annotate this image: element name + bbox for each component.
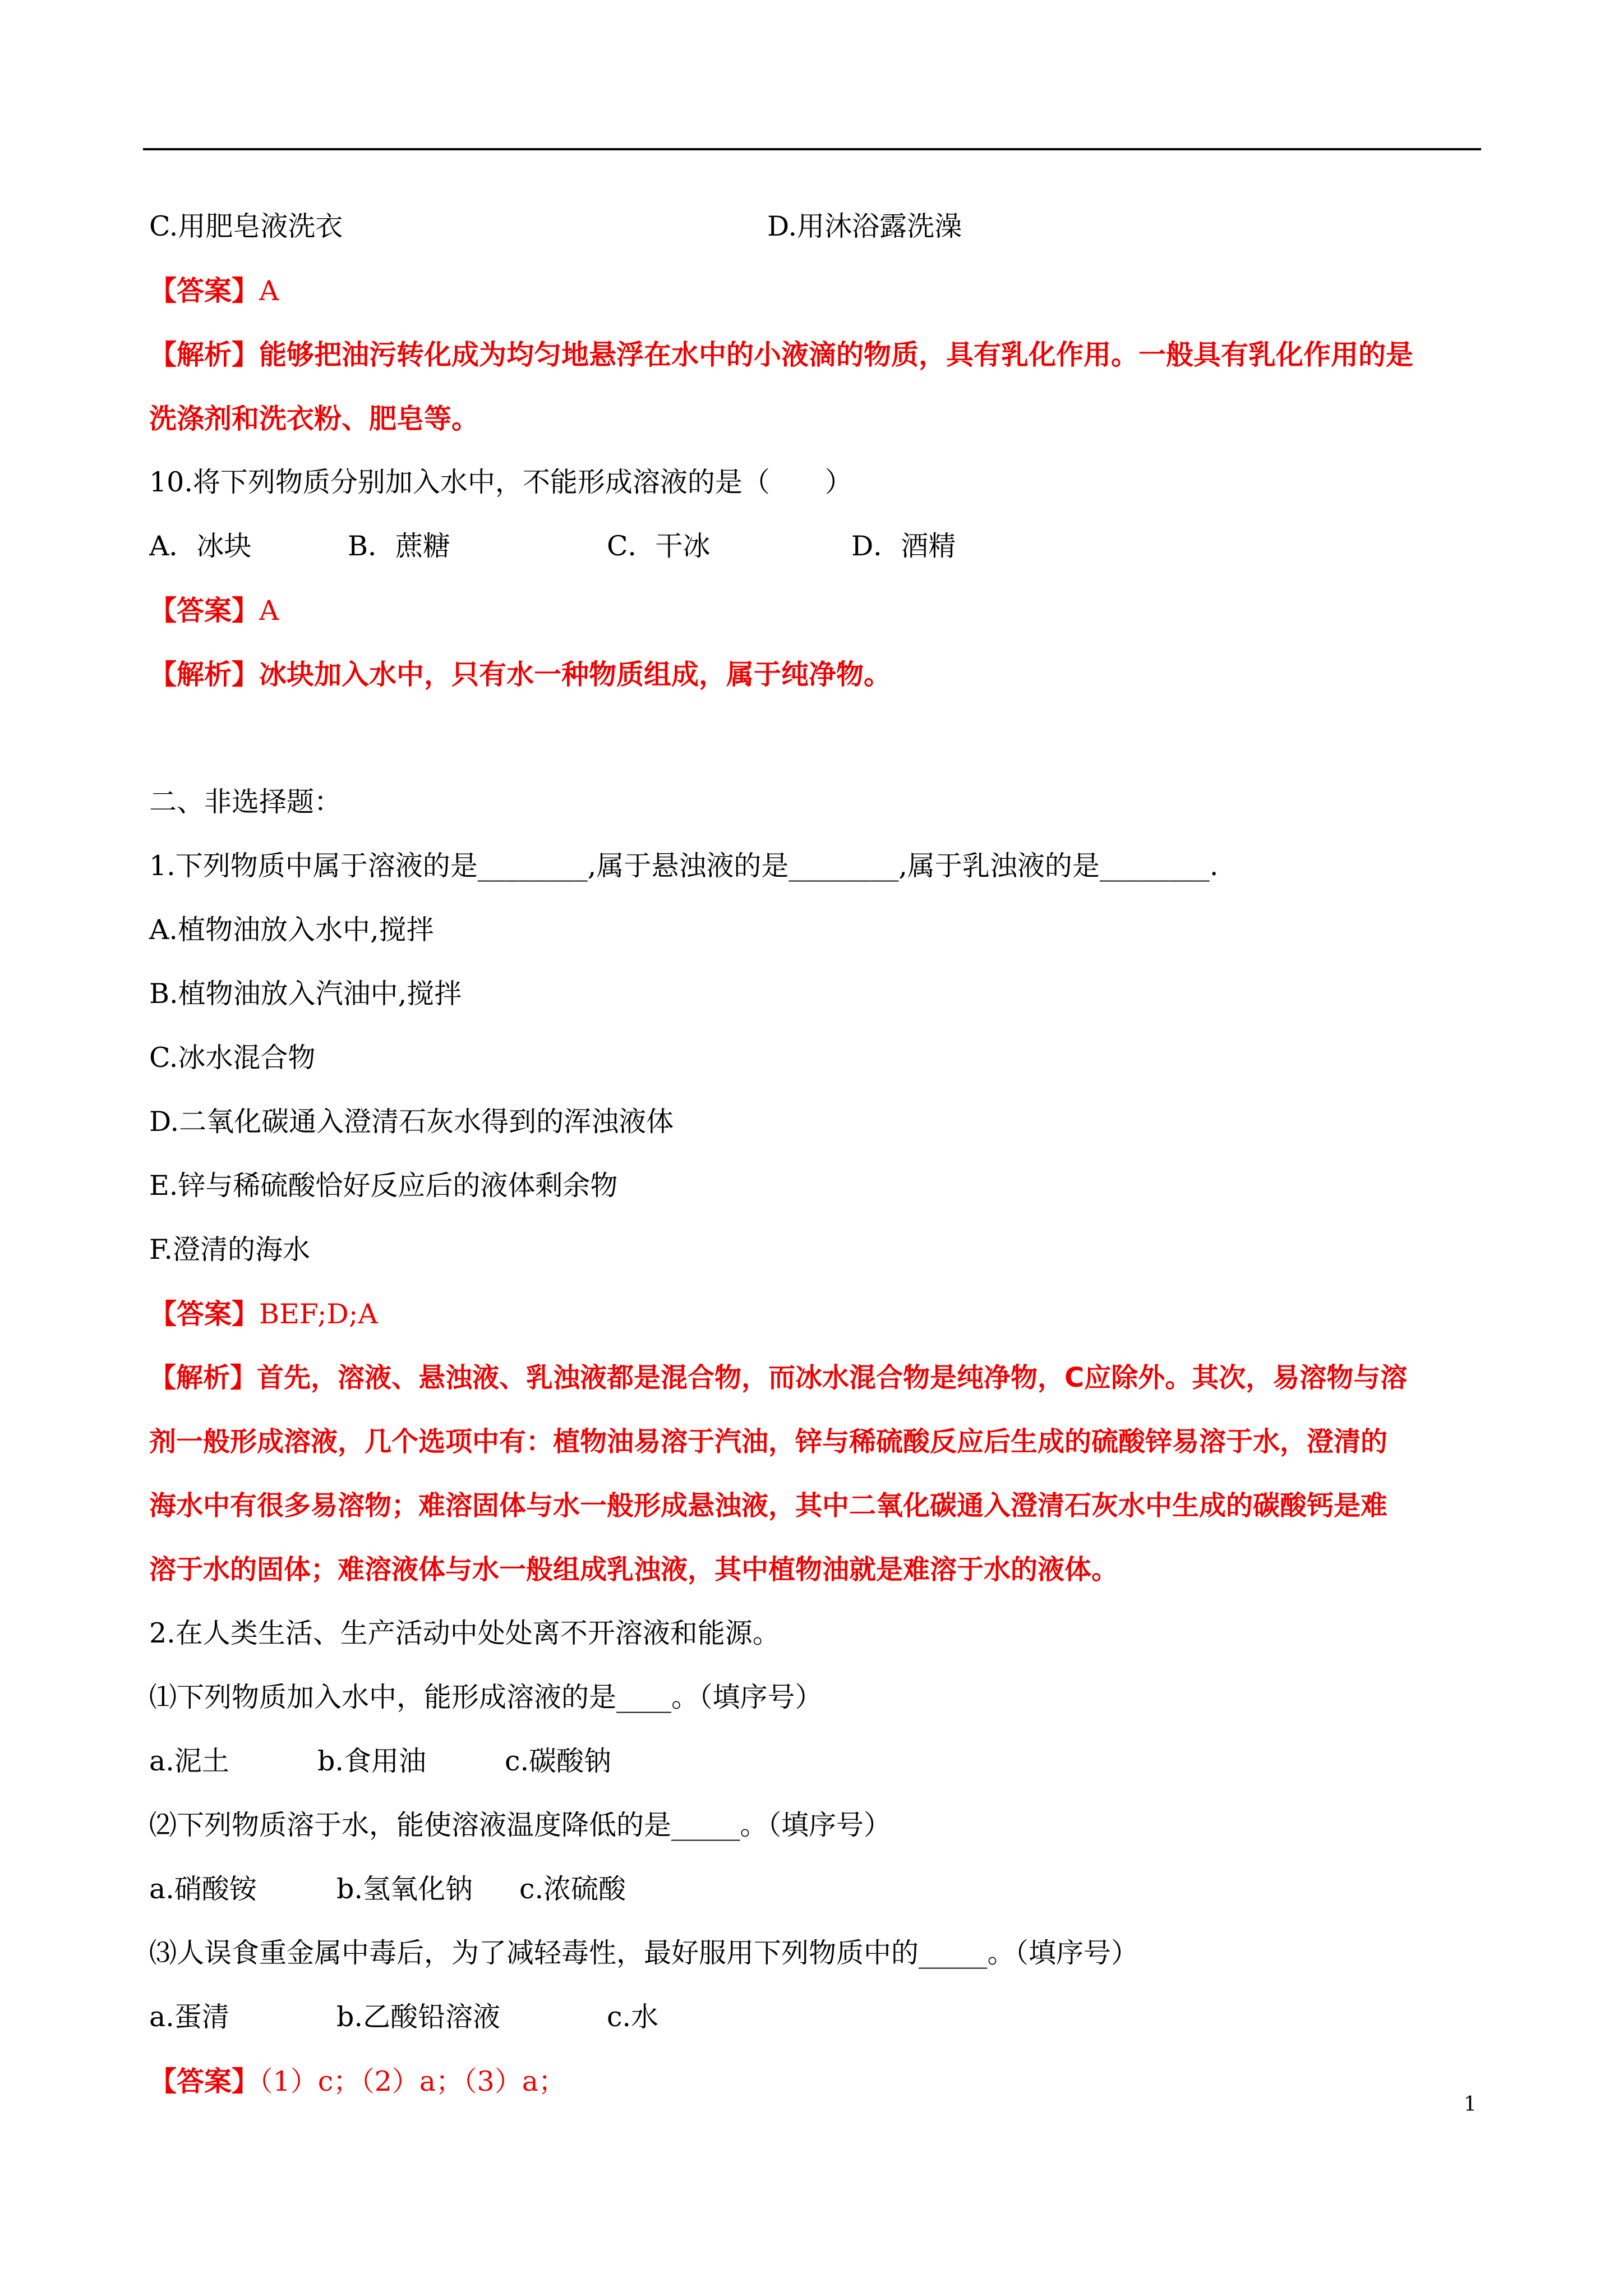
q9-option-d: D.用沐浴露洗澡 <box>767 210 962 242</box>
q10-option-b: B．蔗糖 <box>348 530 451 562</box>
n2-part-1: ⑴下列物质加入水中，能形成溶液的是____。（填序号） <box>149 1681 823 1713</box>
page-number: 1 <box>1464 2093 1477 2116</box>
q10-answer <box>149 593 279 628</box>
answer-value: A <box>259 595 279 627</box>
n2-part-2-option-c: c.浓硫酸 <box>519 1873 626 1905</box>
analysis-label: 【解析】 <box>149 338 260 371</box>
n1-answer <box>149 1297 378 1331</box>
analysis-label: 【解析】 <box>149 1362 257 1393</box>
q9-answer <box>149 274 279 308</box>
n2-part-1-option-b: b.食用油 <box>317 1745 426 1777</box>
n2-part-1-option-a: a.泥土 <box>149 1745 229 1777</box>
q9-analysis-line-2: 洗涤剂和洗衣粉、肥皂等。 <box>149 402 479 435</box>
n2-part-3-option-a: a.蛋清 <box>149 2001 229 2033</box>
q9-option-c: C.用肥皂液洗衣 <box>149 210 343 242</box>
answer-label: 【答案】 <box>149 274 260 307</box>
n1-analysis-line-4: 溶于水的固体；难溶液体与水一般组成乳浊液，其中植物油就是难溶于水的液体。 <box>149 1554 1119 1585</box>
n2-part-3-option-b: b.乙酸铅溶液 <box>336 2001 500 2033</box>
n1-option-b: B.植物油放入汽油中,搅拌 <box>149 978 462 1010</box>
q9-analysis-line-1: 【解析】能够把油污转化成为均匀地悬浮在水中的小液滴的物质，具有乳化作用。一般具有乳化作用的是 <box>149 338 1414 371</box>
n1-analysis-line-1: 【解析】首先，溶液、悬浊液、乳浊液都是混合物，而冰水混合物是纯净物，C应除外。其次，易溶物与溶 <box>149 1362 1408 1393</box>
n1-option-c: C.冰水混合物 <box>149 1042 316 1074</box>
q10-analysis: 【解析】冰块加入水中，只有水一种物质组成，属于纯净物。 <box>149 658 892 691</box>
analysis-label: 【解析】 <box>149 658 260 691</box>
n1-analysis-line-2: 剂一般形成溶液，几个选项中有：植物油易溶于汽油，锌与稀硫酸反应后生成的硫酸锌易溶于水，澄清的 <box>149 1426 1388 1457</box>
answer-label: 【答案】 <box>149 2065 260 2097</box>
header-rule <box>143 148 1481 150</box>
answer-value: A <box>259 275 279 307</box>
answer-label: 【答案】 <box>149 594 260 627</box>
section-title: 二、非选择题： <box>149 786 342 818</box>
n2-stem: 2.在人类生活、生产活动中处处离不开溶液和能源。 <box>149 1617 780 1649</box>
answer-value: （1）c；（2）a；（3）a； <box>259 2065 566 2097</box>
n2-part-2-option-b: b.氢氧化钠 <box>336 1873 473 1905</box>
n1-option-f: F.澄清的海水 <box>149 1234 310 1266</box>
n1-stem: 1.下列物质中属于溶液的是________,属于悬浊液的是________,属于乳浊液的是________. <box>149 850 1219 882</box>
q10-option-d: D．酒精 <box>851 530 956 562</box>
q10-option-c: C．干冰 <box>607 530 711 562</box>
q10-stem: 10.将下列物质分别加入水中，不能形成溶液的是（ ） <box>149 466 852 498</box>
q10-option-a: A．冰块 <box>149 530 252 562</box>
n2-part-3-option-c: c.水 <box>607 2001 659 2033</box>
n2-part-3: ⑶人误食重金属中毒后，为了减轻毒性，最好服用下列物质中的_____。（填序号） <box>149 1937 1139 1969</box>
answer-value: BEF;D;A <box>259 1298 378 1330</box>
n1-option-d: D.二氧化碳通入澄清石灰水得到的浑浊液体 <box>149 1106 674 1138</box>
n1-option-e: E.锌与稀硫酸恰好反应后的液体剩余物 <box>149 1170 618 1202</box>
n2-part-1-option-c: c.碳酸钠 <box>505 1745 612 1777</box>
n2-answer <box>149 2064 566 2099</box>
n2-part-2-option-a: a.硝酸铵 <box>149 1873 257 1905</box>
answer-label: 【答案】 <box>149 1297 260 1330</box>
n1-analysis-line-3: 海水中有很多易溶物；难溶固体与水一般形成悬浊液，其中二氧化碳通入澄清石灰水中生成的碳酸钙是难 <box>149 1490 1388 1521</box>
n1-option-a: A.植物油放入水中,搅拌 <box>149 914 434 946</box>
n2-part-2: ⑵下列物质溶于水，能使溶液温度降低的是_____。（填序号） <box>149 1809 892 1841</box>
